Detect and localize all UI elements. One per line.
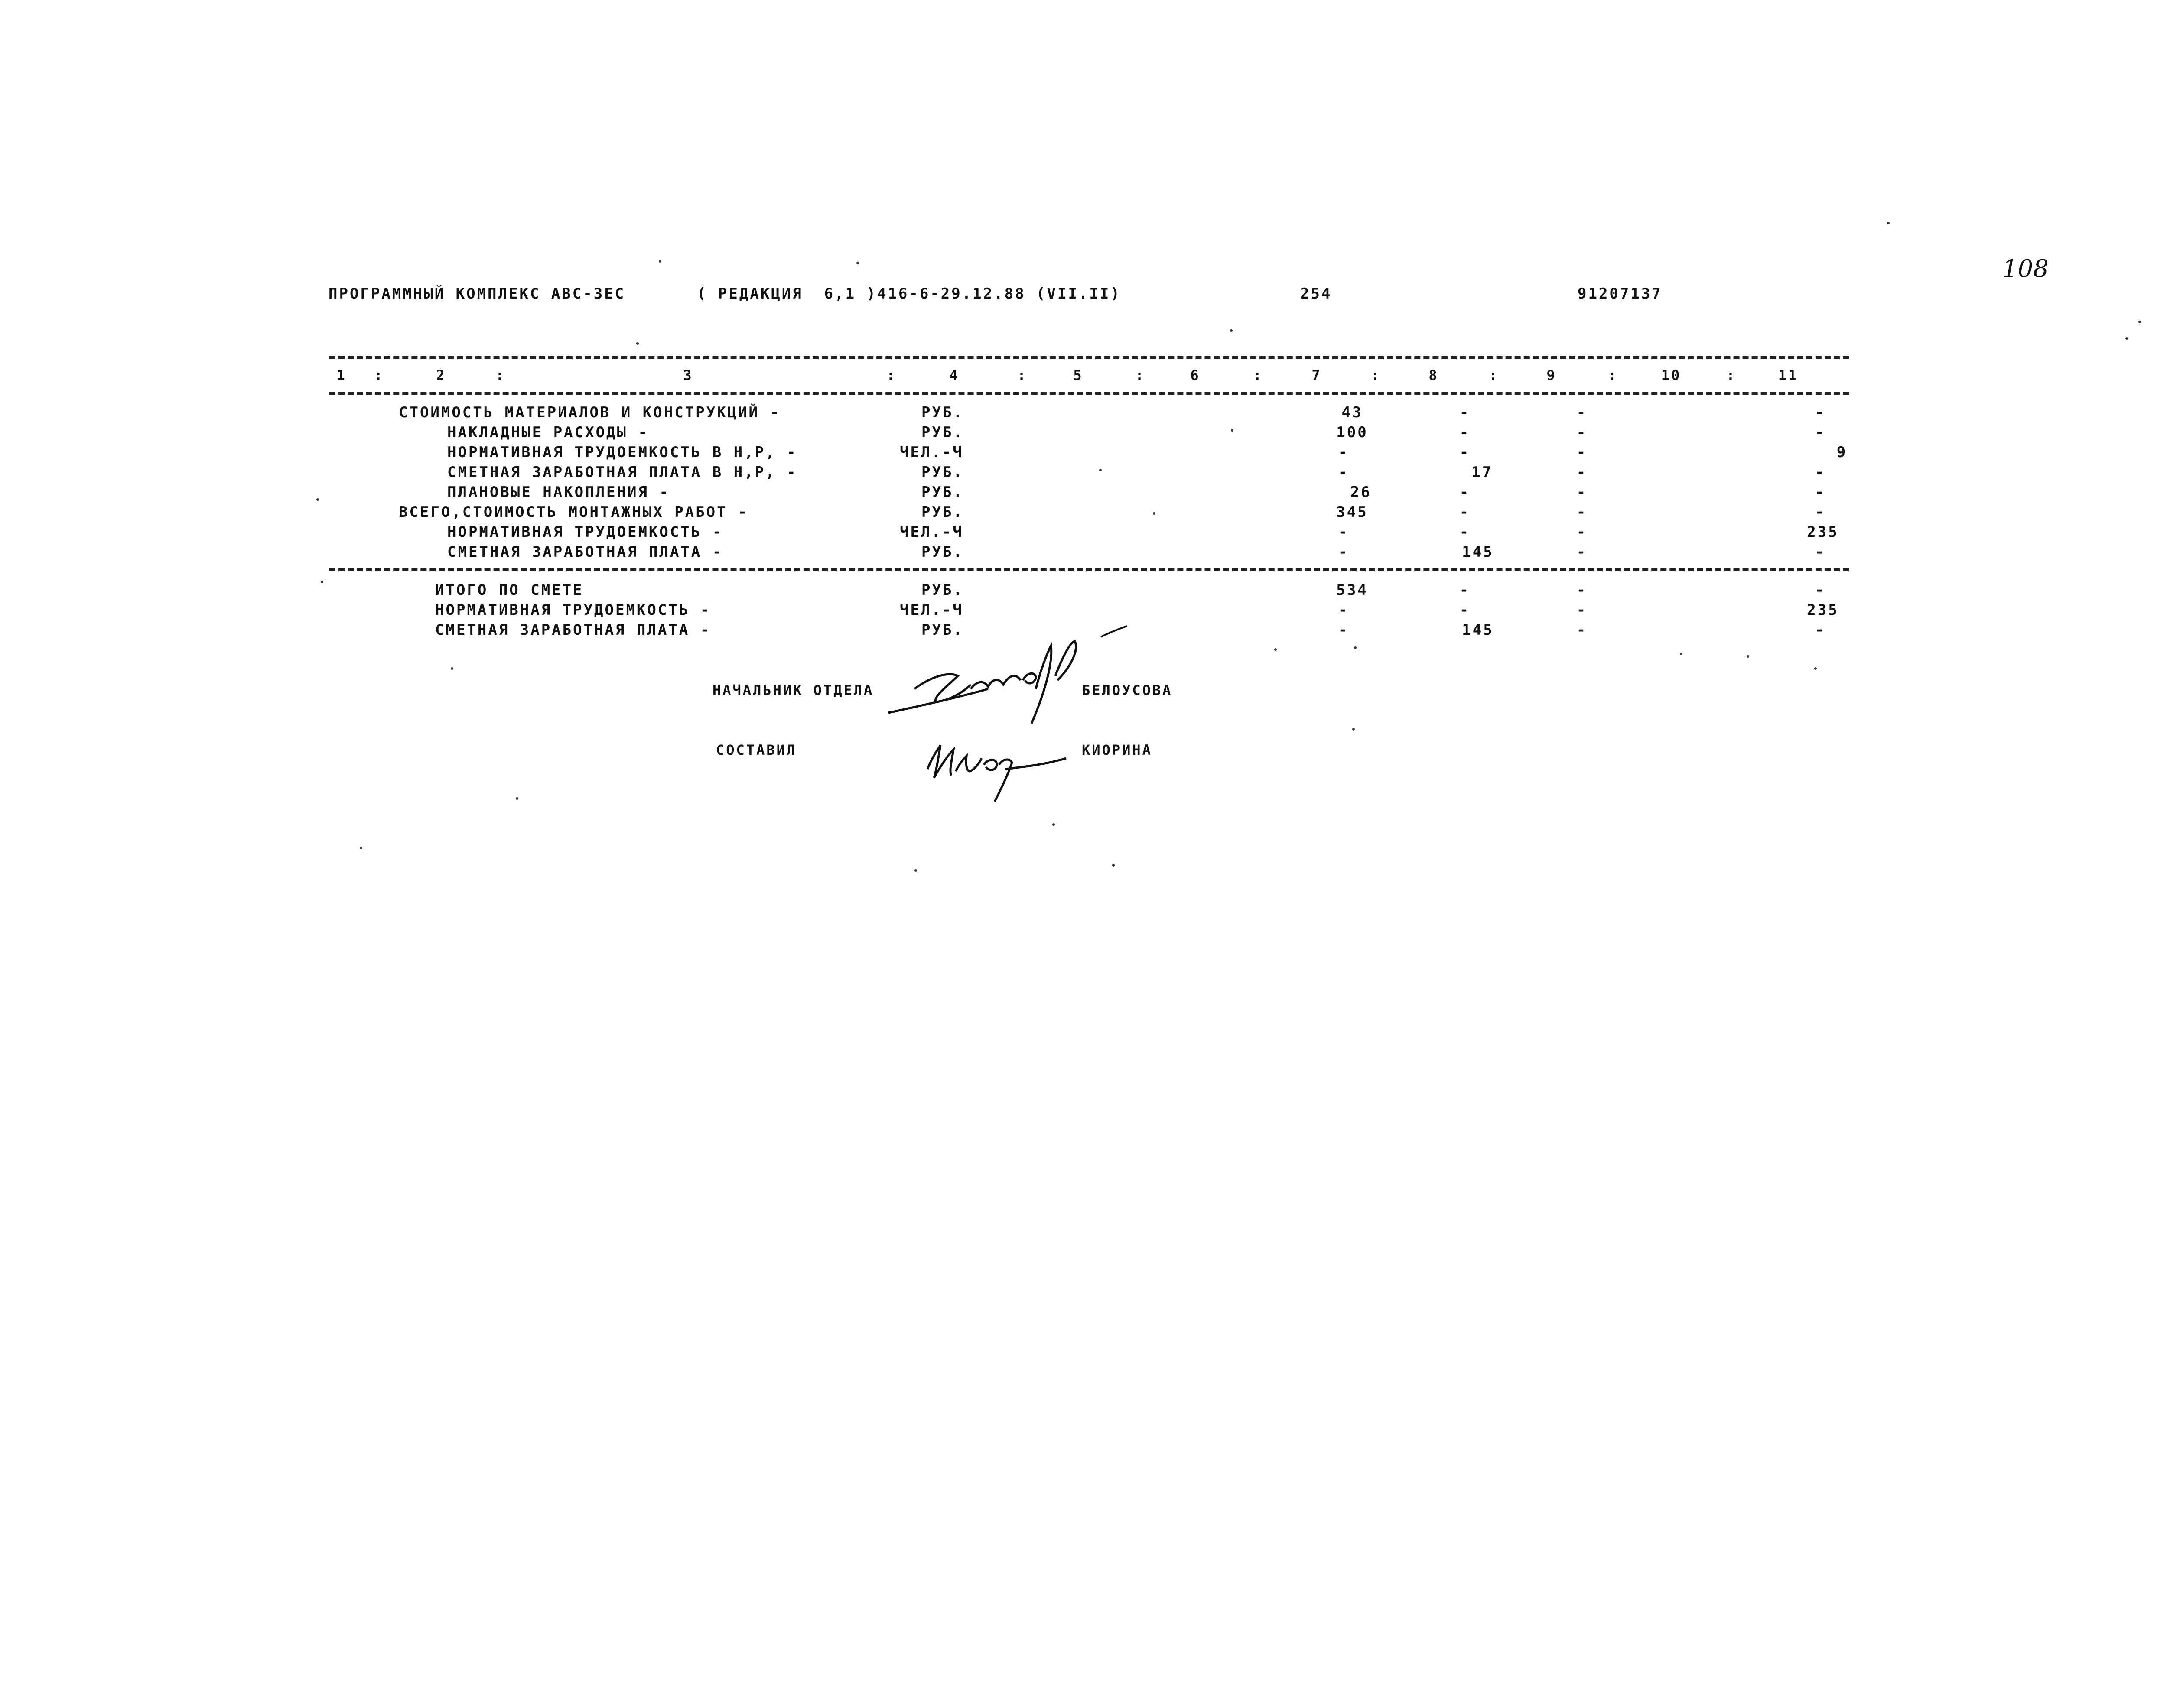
row-col11: - <box>1815 543 1826 561</box>
software-name: ПРОГРАММНЫЙ КОМПЛЕКС АВС-ЗЕС <box>329 285 626 302</box>
column-number: 6 <box>1190 367 1201 383</box>
row-label: СТОИМОСТЬ МАТЕРИАЛОВ И КОНСТРУКЦИЙ - <box>399 404 781 421</box>
column-number: 8 <box>1428 367 1439 383</box>
head-signature-icon <box>884 624 1153 728</box>
total-label: ИТОГО ПО СМЕТЕ <box>435 581 584 599</box>
scan-speck <box>1231 429 1233 432</box>
scan-speck <box>1153 512 1155 515</box>
row-col8: 17 <box>1471 464 1493 481</box>
scan-speck <box>1680 653 1682 655</box>
compiler-name: КИОРИНА <box>1082 742 1152 758</box>
scan-speck <box>1052 823 1055 826</box>
row-col9: - <box>1576 523 1588 541</box>
row-col8: 145 <box>1462 543 1494 561</box>
scan-speck <box>914 869 917 872</box>
column-separator: : <box>1017 367 1028 383</box>
scan-speck <box>1274 648 1277 651</box>
scan-speck <box>659 260 661 263</box>
sheet-number: 254 <box>1300 285 1332 302</box>
row-unit: РУБ. <box>921 484 964 501</box>
scan-speck <box>856 262 859 264</box>
row-col8: - <box>1459 404 1471 421</box>
row-unit: РУБ. <box>921 424 964 441</box>
row-col7: 26 <box>1350 484 1372 501</box>
column-separator: : <box>1607 367 1618 383</box>
total-col8: - <box>1459 601 1471 619</box>
total-unit: РУБ. <box>921 621 964 639</box>
column-number: 9 <box>1546 367 1557 383</box>
row-col8: - <box>1459 484 1471 501</box>
row-unit: ЧЕЛ.-Ч <box>900 523 963 541</box>
row-col8: - <box>1459 444 1471 461</box>
row-label: НАКЛАДНЫЕ РАСХОДЫ - <box>447 424 649 441</box>
row-col9: - <box>1576 484 1588 501</box>
row-col11: - <box>1815 404 1826 421</box>
row-col7: - <box>1338 444 1349 461</box>
row-col8: - <box>1459 523 1471 541</box>
row-col9: - <box>1576 424 1588 441</box>
scan-speck <box>1747 655 1749 658</box>
column-separator: : <box>1371 367 1381 383</box>
row-col11: - <box>1815 424 1826 441</box>
column-separator: : <box>1135 367 1145 383</box>
total-col7: 534 <box>1336 581 1368 599</box>
column-number: 1 <box>336 367 347 383</box>
total-col11: 235 <box>1807 601 1839 619</box>
scan-speck <box>451 667 453 670</box>
column-header-rule <box>329 392 1849 395</box>
row-col9: - <box>1576 543 1588 561</box>
total-label: СМЕТНАЯ ЗАРАБОТНАЯ ПЛАТА - <box>435 621 711 639</box>
row-unit: РУБ. <box>921 543 964 561</box>
edition-info: ( РЕДАКЦИЯ 6,1 )416-6-29.12.88 (VII.II) <box>697 285 1121 302</box>
scan-speck <box>1352 728 1355 731</box>
row-unit: РУБ. <box>921 503 964 521</box>
column-separator: : <box>886 367 897 383</box>
page-number: 108 <box>2002 255 2049 283</box>
total-col9: - <box>1576 581 1588 599</box>
total-col7: - <box>1338 621 1349 639</box>
column-separator: : <box>1253 367 1263 383</box>
total-col11: - <box>1815 581 1826 599</box>
total-col8: 145 <box>1462 621 1494 639</box>
column-separator: : <box>374 367 384 383</box>
row-col11: - <box>1815 503 1826 521</box>
column-number: 2 <box>436 367 446 383</box>
total-col9: - <box>1576 601 1588 619</box>
column-number: 4 <box>949 367 960 383</box>
scan-speck <box>1230 329 1233 332</box>
scan-speck <box>321 581 323 583</box>
total-col8: - <box>1459 581 1471 599</box>
total-label: НОРМАТИВНАЯ ТРУДОЕМКОСТЬ - <box>435 601 711 619</box>
row-label: НОРМАТИВНАЯ ТРУДОЕМКОСТЬ В Н,Р, - <box>447 444 797 461</box>
scan-speck <box>1887 222 1890 224</box>
table-top-rule <box>329 356 1849 359</box>
scan-speck <box>1112 864 1115 867</box>
scan-speck <box>360 847 362 849</box>
row-label: НОРМАТИВНАЯ ТРУДОЕМКОСТЬ - <box>447 523 723 541</box>
row-label: ПЛАНОВЫЕ НАКОПЛЕНИЯ - <box>447 484 670 501</box>
scan-speck <box>1099 469 1102 471</box>
row-col7: 345 <box>1336 503 1368 521</box>
scan-speck <box>1354 646 1357 649</box>
column-separator: : <box>1489 367 1499 383</box>
scan-speck <box>2125 337 2128 340</box>
row-col7: 100 <box>1336 424 1368 441</box>
scan-speck <box>1814 667 1817 670</box>
column-number: 11 <box>1778 367 1799 383</box>
row-label: СМЕТНАЯ ЗАРАБОТНАЯ ПЛАТА В Н,Р, - <box>447 464 797 481</box>
row-col7: 43 <box>1341 404 1363 421</box>
row-unit: РУБ. <box>921 404 964 421</box>
row-col9: - <box>1576 503 1588 521</box>
scan-speck <box>636 342 639 345</box>
row-unit: РУБ. <box>921 464 964 481</box>
compiler-signature-icon <box>919 728 1075 806</box>
total-col11: - <box>1815 621 1826 639</box>
scan-speck <box>316 498 319 501</box>
row-col9: - <box>1576 404 1588 421</box>
row-col7: - <box>1338 523 1349 541</box>
compiler-title: СОСТАВИЛ <box>716 742 797 758</box>
scan-speck <box>2138 321 2141 323</box>
row-col11: - <box>1815 484 1826 501</box>
row-col8: - <box>1459 503 1471 521</box>
column-separator: : <box>1726 367 1737 383</box>
row-col11: 235 <box>1807 523 1839 541</box>
row-unit: ЧЕЛ.-Ч <box>900 444 963 461</box>
column-number: 7 <box>1311 367 1322 383</box>
total-col9: - <box>1576 621 1588 639</box>
total-col7: - <box>1338 601 1349 619</box>
row-col7: - <box>1338 464 1349 481</box>
row-label: СМЕТНАЯ ЗАРАБОТНАЯ ПЛАТА - <box>447 543 723 561</box>
column-number: 3 <box>683 367 693 383</box>
row-col7: - <box>1338 543 1349 561</box>
total-unit: ЧЕЛ.-Ч <box>900 601 963 619</box>
row-col11: 9 <box>1836 444 1848 461</box>
row-col9: - <box>1576 464 1588 481</box>
head-title: НАЧАЛЬНИК ОТДЕЛА <box>713 682 874 698</box>
column-number: 10 <box>1661 367 1682 383</box>
totals-rule <box>329 568 1849 571</box>
document-code: 91207137 <box>1578 285 1663 302</box>
column-separator: : <box>495 367 506 383</box>
row-label: ВСЕГО,СТОИМОСТЬ МОНТАЖНЫХ РАБОТ - <box>399 503 749 521</box>
row-col9: - <box>1576 444 1588 461</box>
head-name: БЕЛОУСОВА <box>1082 682 1173 698</box>
total-unit: РУБ. <box>921 581 964 599</box>
column-number: 5 <box>1073 367 1084 383</box>
scan-speck <box>516 797 518 800</box>
row-col8: - <box>1459 424 1471 441</box>
row-col11: - <box>1815 464 1826 481</box>
